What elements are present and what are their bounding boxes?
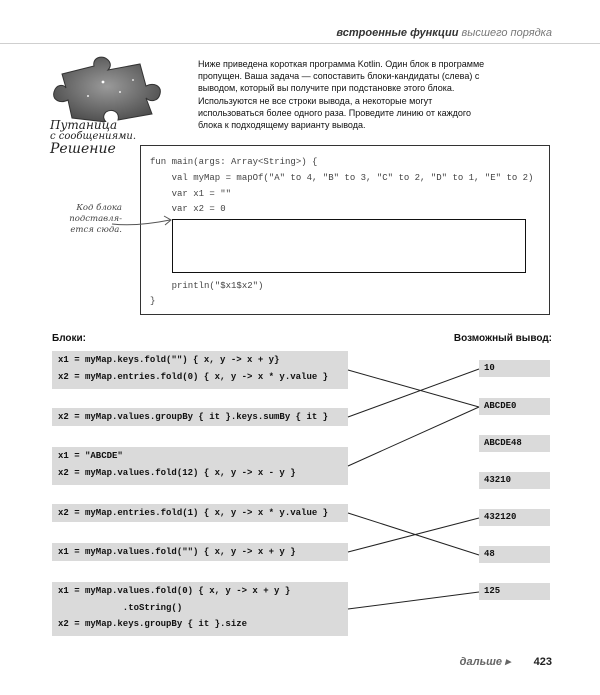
output-option: 10 — [479, 360, 550, 377]
block-line: x2 = myMap.values.groupBy { it }.keys.sumBy { it } — [58, 412, 329, 422]
output-option: 432120 — [479, 509, 550, 526]
sidebar-label-line3: Решение — [50, 141, 116, 157]
output-option: 48 — [479, 546, 550, 563]
match-line — [348, 370, 479, 407]
block-line: x1 = myMap.values.fold(0) { x, y -> x + y } — [58, 586, 291, 596]
block-line: x2 = myMap.values.fold(12) { x, y -> x - y } — [58, 468, 296, 478]
code-line: } — [150, 296, 156, 306]
running-title-light: высшего порядка — [461, 27, 552, 39]
code-line: println("$x1$x2") — [150, 281, 264, 291]
code-line: var x1 = "" — [150, 189, 232, 199]
output-option: 125 — [479, 583, 550, 600]
match-line — [348, 369, 479, 417]
sidebar-label-line1: Путаница — [50, 118, 118, 132]
sidebar-label-line2: с сообщениями. — [50, 131, 137, 142]
page-footer — [460, 655, 552, 668]
block-line: x1 = "ABCDE" — [58, 451, 123, 461]
outputs-heading: Возможный вывод: — [453, 333, 552, 344]
page-number: 423 — [533, 656, 552, 668]
hand-note: Код блока подставля-ется сюда. — [69, 203, 122, 235]
code-line: fun main(args: Array<String>) { — [150, 157, 318, 167]
output-option: ABCDE0 — [479, 398, 550, 415]
block-line: x1 = myMap.values.fold("") { x, y -> x + y } — [58, 547, 296, 557]
block-line: x2 = myMap.entries.fold(0) { x, y -> x * y.value } — [58, 372, 329, 382]
blocks-heading: Блоки: — [52, 333, 86, 344]
block-line: x2 = myMap.keys.groupBy { it }.size — [58, 619, 248, 629]
running-title-main: встроенные функции — [336, 27, 459, 39]
code-line: val myMap = mapOf("A" to 4, "B" to 3, "C" to 2, "D" to 1, "E" to 2) — [150, 173, 534, 183]
match-line — [348, 592, 479, 609]
output-option: ABCDE48 — [479, 435, 550, 452]
match-line — [348, 518, 479, 552]
output-option: 43210 — [479, 472, 550, 489]
next-page-label: дальше ▸ — [459, 656, 511, 668]
match-line — [348, 513, 479, 555]
code-line: var x2 = 0 — [150, 204, 226, 214]
match-line — [348, 407, 479, 466]
intro-paragraph: Ниже приведена короткая программа Kotlin. Один блок в программе пропущен. Ваша задача — сопоставить блоки-кандидаты (слева) с выводом, который вы получите при подстановке этого блока. Используются не все строки вывода, а некоторые могут использоваться более одного раза. Проведите линию от каждого блока к подходящему варианту вывода. — [198, 59, 485, 131]
block-line: .toString() — [58, 603, 183, 613]
block-line: x2 = myMap.entries.fold(1) { x, y -> x * y.value } — [58, 508, 329, 518]
block-line: x1 = myMap.keys.fold("") { x, y -> x + y} — [58, 355, 280, 365]
